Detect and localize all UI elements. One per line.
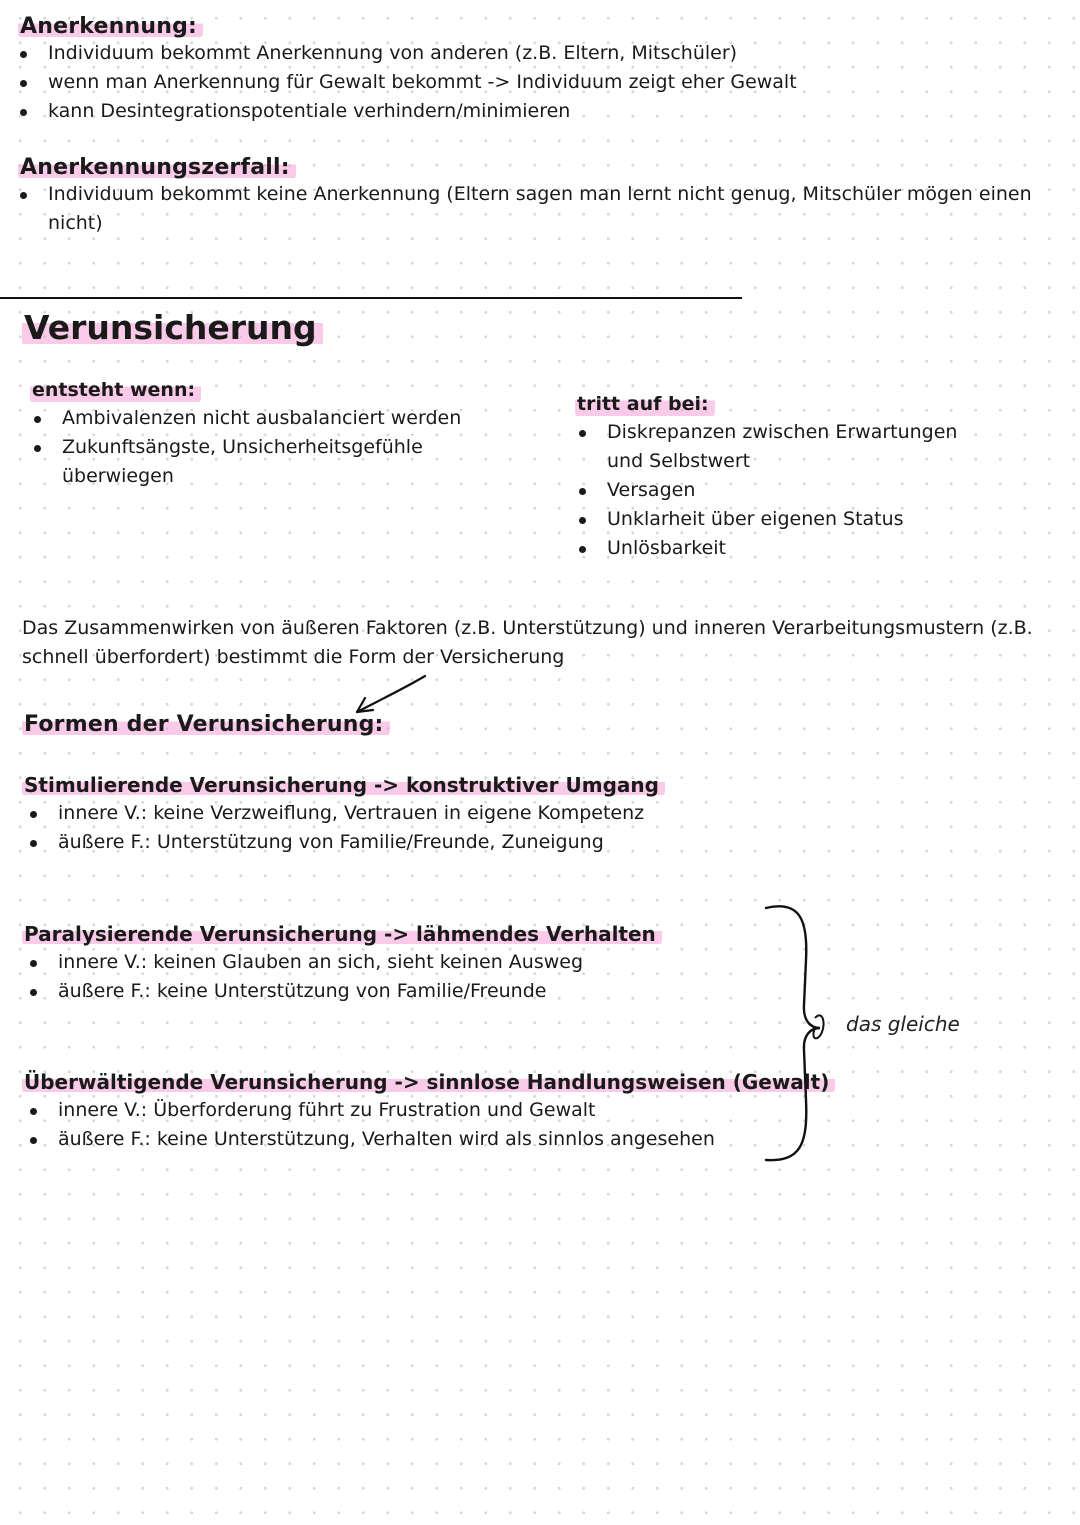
form-heading: Stimulierende Verunsicherung -> konstruktiver Umgang — [22, 773, 665, 797]
section-divider — [0, 297, 742, 299]
list-item: Zukunftsängste, Unsicherheitsgefühle überwiegen — [32, 433, 442, 491]
verunsicherung-title: Verunsicherung — [22, 308, 323, 347]
list-item: innere V.: keinen Glauben an sich, sieht keinen Ausweg — [28, 948, 662, 977]
list-item: Unklarheit über eigenen Status — [577, 505, 995, 534]
list-item: Ambivalenzen nicht ausbalanciert werden — [32, 404, 500, 433]
entsteht-section — [30, 376, 500, 491]
anerkennung-section — [18, 14, 1028, 126]
list-item: kann Desintegrationspotentiale verhindern/minimieren — [18, 97, 1028, 126]
anerkennungszerfall-section — [18, 155, 1038, 238]
list-item: innere V.: Überforderung führt zu Frustration und Gewalt — [28, 1096, 835, 1125]
anerkennungszerfall-heading: Anerkennungszerfall: — [18, 155, 296, 180]
list-item: wenn man Anerkennung für Gewalt bekommt -> Individuum zeigt eher Gewalt — [18, 68, 1028, 97]
list-item: Versagen — [577, 476, 995, 505]
formen-heading-wrap — [22, 712, 390, 737]
zusammenwirken-paragraph: Das Zusammenwirken von äußeren Faktoren (z.B. Unterstützung) und inneren Verarbeitungsmustern (z.B. schnell überfordert) bestimmt die Form der Versicherung — [22, 617, 1033, 668]
list-item: äußere F.: Unterstützung von Familie/Freunde, Zuneigung — [28, 828, 665, 857]
formen-heading: Formen der Verunsicherung: — [22, 712, 390, 737]
tritt-auf-heading: tritt auf bei: — [575, 390, 715, 418]
list-item: äußere F.: keine Unterstützung, Verhalten wird als sinnlos angesehen — [28, 1125, 835, 1154]
bracket-note: das gleiche — [846, 1012, 960, 1036]
list-item: innere V.: keine Verzweiflung, Vertrauen in eigene Kompetenz — [28, 799, 665, 828]
list-item: Diskrepanzen zwischen Erwartungen und Selbstwert — [577, 418, 967, 476]
form-heading: Überwältigende Verunsicherung -> sinnlose Handlungsweisen (Gewalt) — [22, 1070, 835, 1094]
list-item: Individuum bekommt Anerkennung von anderen (z.B. Eltern, Mitschüler) — [18, 39, 1028, 68]
form-group-stimulierende — [22, 773, 665, 857]
verunsicherung-title-wrap — [22, 308, 323, 347]
anerkennung-heading: Anerkennung: — [18, 14, 203, 39]
form-group-ueberwaeltigende — [22, 1070, 835, 1154]
entsteht-heading: entsteht wenn: — [30, 376, 201, 404]
list-item: Unlösbarkeit — [577, 534, 995, 563]
form-group-paralysierende — [22, 922, 662, 1006]
list-item: Individuum bekommt keine Anerkennung (Eltern sagen man lernt nicht genug, Mitschüler mögen einen nicht) — [18, 180, 1038, 238]
form-heading: Paralysierende Verunsicherung -> lähmendes Verhalten — [22, 922, 662, 946]
list-item: äußere F.: keine Unterstützung von Familie/Freunde — [28, 977, 662, 1006]
tritt-auf-section — [575, 390, 995, 563]
curly-brace-icon — [760, 900, 840, 1170]
